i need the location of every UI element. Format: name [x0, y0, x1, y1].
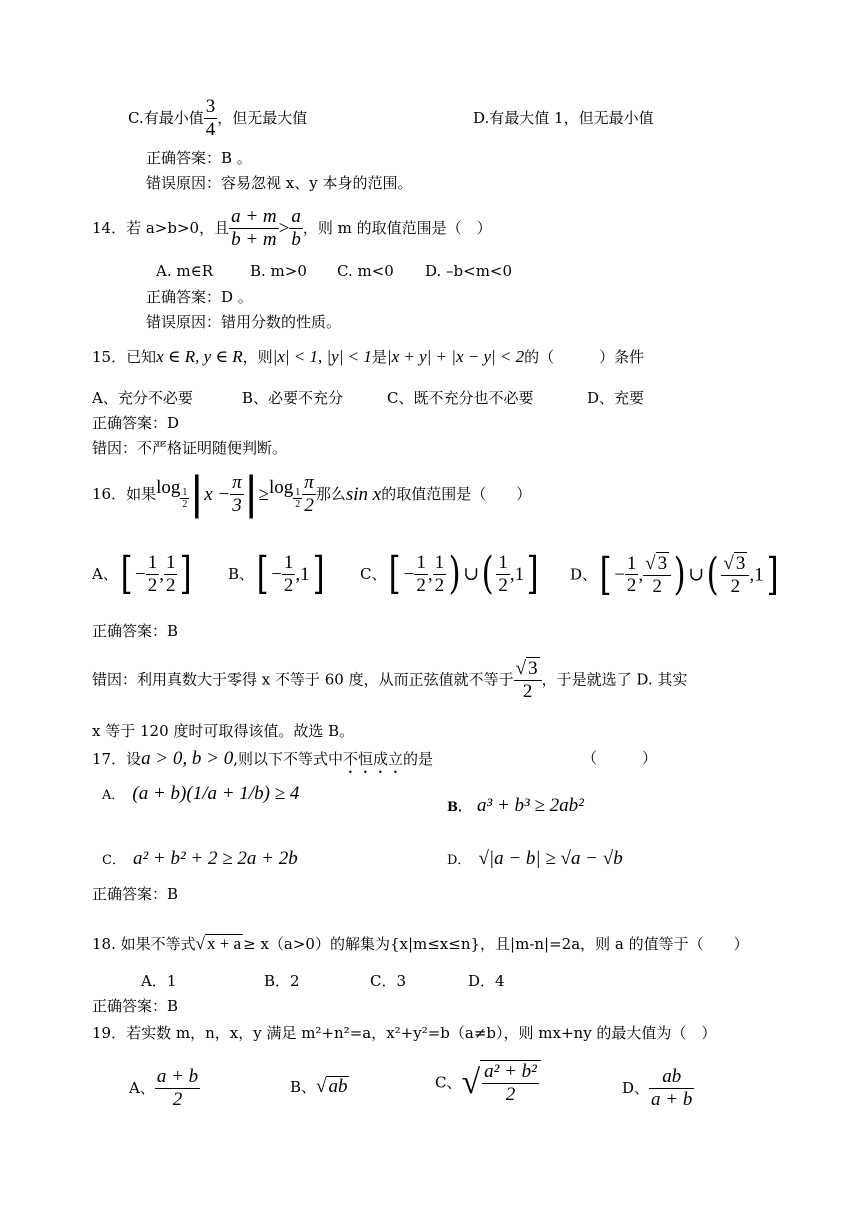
q16-option-d	[570, 548, 781, 600]
q16-two: 2	[304, 494, 314, 516]
q15-option-c: C、既不充分也不必要	[387, 389, 534, 407]
q14-answer: 正确答案：D 。	[146, 288, 253, 306]
q19-d-num: ab	[649, 1066, 694, 1089]
q14-post: ，则 m 的取值范围是（ ）	[302, 218, 492, 237]
q14-gt: >	[278, 217, 290, 239]
q16-d-one: 1	[754, 564, 764, 586]
q16-d-rparen: )	[673, 548, 686, 600]
q14-f1-den: b + m	[231, 228, 277, 250]
q19-d-frac	[649, 1066, 694, 1111]
q13-option-c-post: ，但无最大值	[217, 108, 308, 127]
q15-mid2: 是	[371, 348, 387, 366]
q15-answer: 正确答案：D	[92, 414, 180, 432]
q16-abs-right: |	[243, 468, 259, 520]
q16-option-c	[360, 548, 541, 600]
q16-d-frac2	[643, 552, 671, 598]
q16-mid: 那么	[315, 484, 346, 503]
q14-fraction-2	[289, 206, 303, 251]
q16-reason	[92, 657, 687, 703]
q16-c-comma: ,	[427, 563, 433, 585]
q17-opt-a: (a + b)(1/a + 1/b) ≥ 4	[132, 783, 300, 804]
q16-b-lbracket: [	[256, 548, 269, 600]
q15-pre: 15．已知	[92, 348, 157, 366]
q17-post: 的是	[403, 750, 434, 768]
q15-post: 的（ ）条件	[524, 348, 645, 366]
q16-d-frac3	[721, 552, 749, 598]
q16-a-f2-num: 1	[165, 552, 176, 573]
q16-c-f3-den: 2	[498, 574, 508, 596]
q17-opt-b: a³ + b³ ≥ 2ab²	[477, 795, 584, 816]
q16-reason-num: √ 3	[514, 657, 542, 681]
q17-opt-a-label: A．	[102, 788, 125, 803]
q16-d-lbracket: [	[599, 548, 612, 600]
q19-b-sqrt: √ ab	[316, 1076, 348, 1097]
q16-c-f2-num: 1	[434, 552, 445, 573]
q16-b-one: 1	[300, 563, 310, 585]
q13-c-den: 4	[205, 118, 216, 140]
q15-mid1: ，则	[242, 348, 273, 366]
q17-opt-d-label: D．	[447, 853, 471, 868]
q16-ge: ≥	[258, 483, 270, 505]
q16-d-comma: ,	[638, 564, 644, 586]
q16-reason-sqrt3: 3	[528, 658, 538, 679]
q16-question	[92, 468, 532, 520]
q16-d-f2-num: √ 3	[643, 552, 671, 576]
q16-log-left	[156, 477, 189, 511]
q17-opt-c-label: C．	[102, 853, 125, 868]
q15-cond: x ∈ R, y ∈ R	[156, 347, 243, 366]
q16-a-f1-den: 2	[147, 574, 158, 596]
q16-base-num: 1	[182, 486, 188, 498]
q16-d-comma-2: ,	[749, 564, 755, 586]
q13-reason: 错误原因：容易忽视 x、y 本身的范围。	[146, 174, 413, 192]
q16-d-sqrt3: 3	[657, 553, 668, 574]
q16-c-f1-num: 1	[416, 552, 426, 573]
q18-option-d: D．4	[468, 972, 505, 990]
q18-rest: ≥ x（a>0）的解集为{x|m≤x≤n}，且|m-n|=2a，则 a 的值等于（ ）	[243, 935, 749, 953]
q17-answer: 正确答案：B	[92, 885, 179, 903]
q13-option-d: D.有最大值 1，但无最小值	[473, 109, 654, 127]
q13-option-c-fraction	[204, 96, 218, 141]
q14-f2-den: b	[291, 228, 301, 250]
q16-opt-b-label: B、	[228, 564, 255, 583]
q16-b-minus: −	[271, 563, 282, 585]
q16-a-f1-num: 1	[147, 552, 158, 573]
q16-a-f2-den: 2	[165, 574, 176, 596]
q16-d-minus: −	[614, 564, 625, 586]
q14-reason: 错误原因：错用分数的性质。	[146, 313, 342, 331]
q16-c-rparen: )	[448, 548, 461, 600]
q14-pre: 14．若 a>b>0，且	[92, 218, 230, 237]
q13-option-c	[128, 96, 307, 141]
q19-opt-c-label: C、	[435, 1073, 462, 1092]
q16-x-minus: x −	[204, 483, 231, 505]
q16-pi-2: π	[304, 472, 314, 493]
q18-sqrt-content: x + a	[206, 934, 242, 953]
q19-option-c	[435, 1060, 541, 1106]
q16-reason-line2: x 等于 120 度时可取得该值。故选 B。	[92, 722, 355, 740]
q16-three: 3	[232, 494, 242, 516]
q17-opt-b-label: B．	[447, 800, 471, 815]
q16-b-f-den: 2	[283, 574, 294, 596]
q17-pre: 17．设	[92, 750, 142, 768]
q17-option-b	[447, 796, 584, 815]
q16-c-minus: −	[403, 563, 415, 585]
q15-question	[92, 348, 644, 365]
q16-c-one: 1	[514, 563, 525, 585]
q16-pi: π	[232, 472, 242, 493]
q14-question	[92, 206, 492, 251]
q16-c-f2-den: 2	[434, 574, 445, 596]
q16-sinx: sin x	[345, 483, 382, 505]
q16-a-minus: −	[135, 563, 146, 585]
q16-b-frac	[282, 552, 296, 597]
q16-reason-den: 2	[522, 680, 533, 702]
q16-c-lbracket: [	[389, 548, 402, 600]
q13-c-num: 3	[205, 96, 216, 117]
q19-opt-d-label: D、	[622, 1078, 650, 1097]
q16-d-f1-num: 1	[626, 552, 637, 574]
q17-option-c	[102, 849, 298, 868]
q14-option-c: C. m<0	[337, 262, 394, 280]
q19-c-num: a² + b²	[484, 1061, 537, 1082]
q16-c-frac3	[496, 552, 510, 597]
q16-d-lparen: (	[706, 548, 719, 600]
q16-c-f1-den: 2	[416, 574, 426, 596]
q19-question: 19．若实数 m，n，x，y 满足 m²+n²=a，x²+y²=b（a≠b），则 mx+ny 的最大值为（ ）	[92, 1024, 717, 1042]
q14-option-a: A. m∈R	[156, 262, 213, 280]
q16-pi-over-2	[302, 472, 316, 517]
q16-d-sqrt3-2: 3	[735, 553, 746, 574]
q18-option-b: B．2	[264, 972, 300, 990]
q16-c-frac2	[433, 552, 447, 597]
q16-d-cup: ∪	[688, 564, 705, 586]
q15-reason: 错因：不严格证明随便判断。	[92, 439, 288, 457]
q13-answer: 正确答案：B 。	[146, 149, 252, 167]
q16-post: 的取值范围是（ ）	[381, 484, 532, 503]
q19-c-frac	[480, 1060, 541, 1106]
q19-opt-a-label: A、	[129, 1078, 155, 1097]
q16-option-a	[92, 548, 195, 600]
q16-abs-left: |	[189, 468, 205, 520]
q16-a-frac1	[146, 552, 160, 597]
q16-a-frac2	[164, 552, 178, 597]
q16-log-text: log	[156, 477, 181, 499]
q16-opt-d-label: D、	[570, 565, 598, 584]
q18-answer: 正确答案：B	[92, 997, 179, 1015]
q19-option-b	[290, 1076, 349, 1096]
q17-cond: a > 0, b > 0	[141, 748, 234, 769]
q16-a-lbracket: [	[120, 548, 133, 600]
q19-a-den: 2	[172, 1088, 183, 1110]
q17-opt-c: a² + b² + 2 ≥ 2a + 2b	[132, 848, 298, 869]
q16-d-rbracket: ]	[766, 548, 779, 600]
q19-c-den: 2	[505, 1083, 516, 1105]
q16-answer: 正确答案：B	[92, 622, 179, 640]
q18-sqrt: √ x + a	[195, 934, 242, 953]
q16-opt-a-label: A、	[92, 564, 118, 583]
q15-option-d: D、充要	[587, 389, 645, 407]
q17-question	[92, 749, 433, 777]
q16-b-rbracket: ]	[312, 548, 325, 600]
q17-option-a	[102, 784, 299, 803]
q16-log-base	[180, 487, 189, 511]
q18-pre: 18. 如果不等式	[92, 935, 196, 953]
q16-b-comma: ,	[295, 563, 301, 585]
q15-ineq2: |x + y| + |x − y| < 2	[386, 347, 525, 366]
q15-option-b: B、必要不充分	[242, 389, 344, 407]
q14-f1-num: a + m	[231, 206, 277, 227]
q16-a-rbracket: ]	[180, 548, 193, 600]
q18-option-c: C．3	[370, 972, 407, 990]
q14-option-d: D. –b<m<0	[425, 262, 513, 280]
q17-paren: （ ）	[582, 749, 658, 767]
q19-option-a	[129, 1066, 200, 1111]
q16-base-den-2: 2	[295, 499, 301, 511]
q16-pre: 16．如果	[92, 484, 157, 503]
q15-option-a: A、充分不必要	[92, 389, 193, 407]
q19-c-sqrt: √	[461, 1063, 481, 1101]
q17-mid: ,则以下不等式中	[233, 750, 344, 768]
q19-b-val: ab	[328, 1076, 348, 1097]
q16-reason-fraction	[514, 657, 542, 703]
q19-a-frac	[155, 1066, 200, 1111]
q16-reason-post: ，于是就选了 D. 其实	[541, 670, 688, 689]
q16-option-b	[228, 548, 327, 600]
q16-d-f1-den: 2	[626, 575, 637, 597]
q17-emphasis: 不恒成立	[343, 750, 404, 768]
q16-d-f2-den: 2	[652, 575, 662, 597]
q17-option-d	[447, 849, 623, 868]
q13-option-c-text: C.有最小值	[128, 108, 204, 127]
q16-log-base-2	[293, 487, 302, 511]
q16-d-frac1	[625, 553, 639, 598]
q16-reason-pre: 错因：利用真数大于零得 x 不等于 60 度，从而正弦值就不等于	[92, 670, 514, 689]
q16-c-comma-2: ,	[509, 563, 515, 585]
q16-d-f3-den: 2	[730, 575, 741, 597]
q19-opt-b-label: B、	[290, 1078, 317, 1096]
q15-ineq1: |x| < 1, |y| < 1	[272, 347, 372, 366]
q19-option-d	[622, 1066, 694, 1111]
q18-question	[92, 934, 749, 952]
q16-pi-over-3	[230, 472, 244, 517]
q16-c-cup: ∪	[463, 563, 480, 585]
q14-option-b: B. m>0	[250, 262, 307, 280]
q16-b-f-num: 1	[283, 552, 294, 573]
q16-log-right	[269, 477, 302, 511]
q16-c-frac1	[414, 552, 428, 597]
q16-a-comma: ,	[159, 563, 164, 585]
q14-f2-num: a	[291, 206, 301, 227]
q19-a-num: a + b	[156, 1066, 199, 1087]
q16-c-lparen: (	[481, 548, 494, 600]
q16-d-f3-num: √ 3	[721, 552, 749, 576]
q16-c-rbracket: ]	[526, 548, 539, 600]
q14-fraction-1	[229, 206, 279, 251]
q18-option-a: A．1	[141, 972, 177, 990]
q16-c-f3-num: 1	[498, 552, 508, 573]
q16-base-den: 2	[182, 499, 188, 511]
q17-opt-d: √|a − b| ≥ √a − √b	[478, 848, 623, 869]
q16-base-num-2: 1	[295, 486, 301, 498]
q19-d-den: a + b	[651, 1088, 693, 1110]
q16-opt-c-label: C、	[360, 564, 387, 583]
q16-log-text-2: log	[269, 477, 294, 499]
